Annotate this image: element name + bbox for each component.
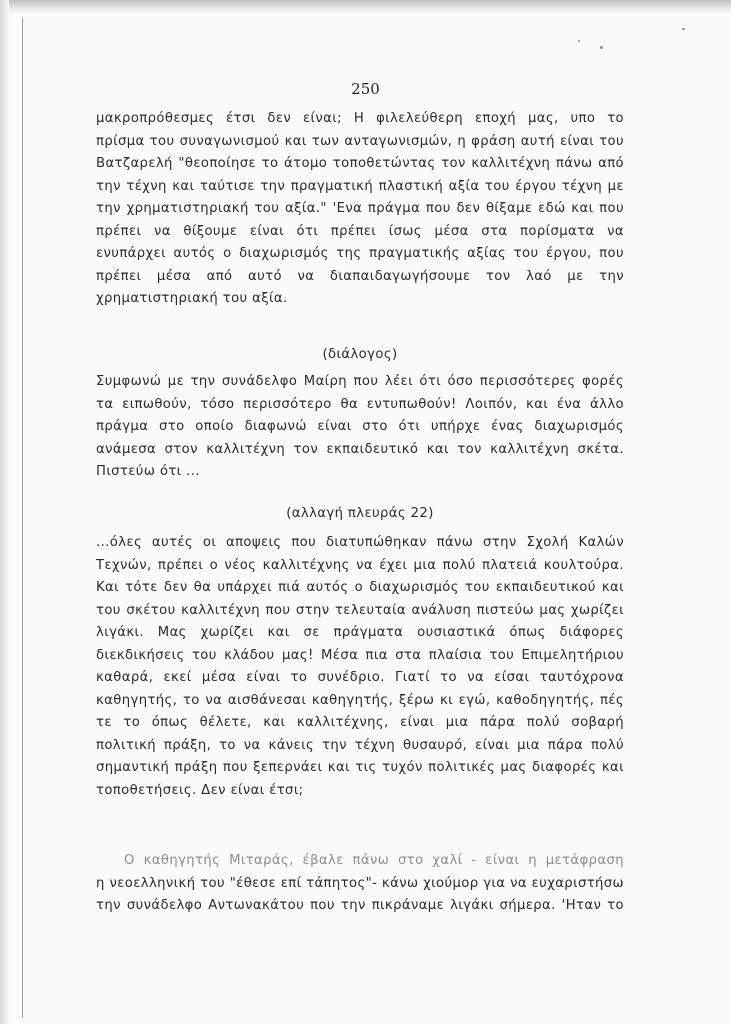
text-line: Πιστεύω ότι ...	[96, 464, 200, 479]
text-line: την τέχνη και ταύτισε την πραγματική πλαστική αξία του έργου τέχνη με	[96, 178, 624, 194]
text-line: μακροπρόθεσμες έτσι δεν είναι; Η φιλελεύθερη εποχή μας, υπο το	[96, 111, 624, 126]
side-change-label-block	[96, 503, 624, 526]
margin-rule	[22, 18, 23, 1018]
text-line: διεκδικήσεις του κλάδου μας! Μέσα πια στα πλαίσια του Επιμελητήριου	[96, 647, 624, 663]
scan-speck	[578, 40, 580, 42]
text-line: πρέπει να θίξουμε είναι ότι πρέπει ίσως μέσα στα πορίσματα να	[96, 223, 624, 239]
paragraph-1	[96, 108, 624, 311]
text-line: την συνάδελφο Αντωνακάτου που την πικράναμε λιγάκι σήμερα. 'Ηταν το	[96, 898, 624, 913]
text-line: τοποθετήσεις. Δεν είναι έτσι;	[96, 782, 304, 798]
text-line: πρέπει μέσα από αυτό να διαπαιδαγωγήσουμε τον λαό με την	[96, 268, 624, 284]
text-line: Συμφωνώ με την συνάδελφο Μαίρη που λέει ότι όσο περισσότερες φορές	[96, 374, 624, 389]
text-line: ανάμεσα στον καλλιτέχνη τον εκπαιδευτικό και τον καλλιτέχνη σκέτα.	[96, 441, 624, 457]
text-line: χρηματιστηριακή του αξία.	[96, 291, 288, 306]
text-line: πρίσμα του συναγωνισμού και των ανταγωνισμών, η φράση αυτή είναι του	[96, 133, 624, 149]
scan-top-edge	[0, 0, 731, 14]
page-number: 250	[351, 80, 380, 98]
text-line: τε το όπως θέλετε, και καλλιτέχνης, είναι μια πάρα πολύ σοβαρή	[96, 715, 624, 730]
paragraph-4	[96, 850, 624, 918]
scan-speck	[600, 46, 603, 49]
text-line: πολιτική πράξη, το να κάνεις την τέχνη θυσαυρό, είναι μια πάρα πολύ	[96, 737, 624, 753]
text-line: Τεχνών, πρέπει ο νέος καλλιτέχνης να έχει μια πολύ πλατειά κουλτούρα.	[96, 557, 624, 573]
text-line: την χρηματιστηριακή του αξία." 'Ενα πράγμα που δεν θίξαμε εδώ και που	[96, 201, 624, 216]
text-line: τα ειπωθούν, τόσο περισσότερο θα εντυπωθούν! Λοιπόν, και ένα άλλο	[96, 396, 624, 412]
scan-left-edge	[0, 0, 9, 1024]
text-line: πράγμα στο οποίο διαφωνώ είναι στο ότι υπήρχε ένας διαχωρισμός	[96, 419, 624, 434]
paragraph-2	[96, 371, 624, 484]
text-line: καθηγητής, το να αισθάνεσαι καθηγητής, ξέρω κι εγώ, καθοδηγητής, πές	[96, 692, 624, 708]
paragraph-3	[96, 532, 624, 802]
text-line: η νεοελληνική του "έθεσε επί τάπητος"- κάνω χιούμορ για να ευχαριστήσω	[96, 875, 624, 891]
dialogue-label-block	[96, 344, 624, 367]
text-line: Βατζαρελή "θεοποίησε το άτομο τοποθετώντας τον καλλιτέχνη πάνω από	[96, 156, 624, 171]
side-change-label: (αλλαγή πλευράς 22)	[286, 506, 434, 521]
text-line: σημαντική πράξη που ξεπερνάει και τις τυχόν πολιτικές μας διαφορές και	[96, 760, 624, 775]
text-line: ενυπάρχει αυτός ο διαχωρισμός της πραγματικής αξίας του έργου, που	[96, 246, 624, 261]
dialogue-label: (διάλογος)	[322, 347, 398, 362]
text-line: Και τότε δεν θα υπάρχει πιά αυτός ο διαχωρισμός του εκπαιδευτικού και	[96, 580, 624, 595]
scan-speck	[682, 28, 685, 30]
text-line: ...όλες αυτές οι αποψεις που διατυπώθηκαν πάνω στην Σχολή Καλών	[96, 535, 624, 550]
text-line: Ο καθηγητής Μιταράς, έβαλε πάνω στο χαλί - είναι η μετάφραση	[124, 853, 624, 868]
text-line: λιγάκι. Μας χωρίζει και σε πράγματα ουσιαστικά όπως διάφορες	[96, 625, 624, 640]
text-line: του σκέτου καλλιτέχνη που στην τελευταία ανάλυση πιστεύω μας χωρίζει	[96, 602, 624, 618]
text-line: καθαρά, εκεί μέσα είναι το συνέδριο. Γιατί το να είσαι ταυτόχρονα	[96, 670, 624, 685]
